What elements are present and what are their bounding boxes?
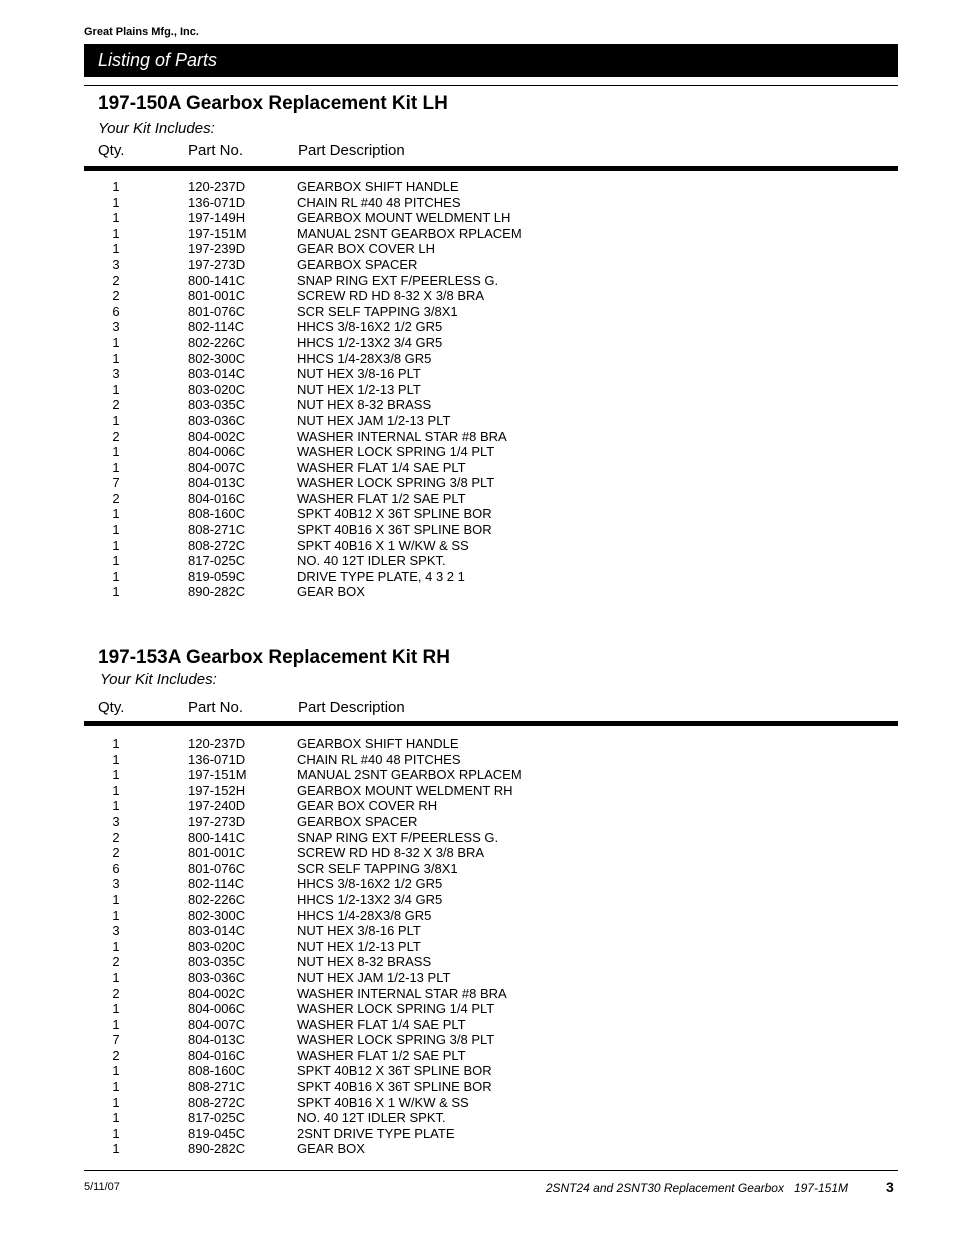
table-row: [0, 861, 954, 877]
part-number-cell: 197-239D: [188, 241, 246, 257]
qty-cell: 1: [112, 1079, 120, 1095]
part-number-cell: 803-035C: [188, 397, 246, 413]
table-row: [0, 335, 954, 351]
qty-cell: 3: [112, 319, 120, 335]
table-row: [0, 257, 954, 273]
part-number-cell: 197-151M: [188, 225, 247, 241]
table-row: [0, 195, 954, 211]
qty-cell: 1: [112, 1063, 120, 1079]
qty-cell: 1: [112, 412, 120, 428]
description-cell: SPKT 40B12 X 36T SPLINE BOR: [297, 506, 492, 522]
table-row: [0, 830, 954, 846]
column-header-qty: Qty.: [98, 699, 125, 716]
part-number-cell: 804-007C: [188, 1016, 246, 1032]
table-row: [0, 241, 954, 257]
part-number-cell: 808-271C: [188, 522, 246, 538]
description-cell: CHAIN RL #40 48 PITCHES: [297, 194, 461, 210]
table-row: [0, 970, 954, 986]
description-cell: 2SNT DRIVE TYPE PLATE: [297, 1125, 455, 1141]
part-number-cell: 890-282C: [188, 584, 246, 600]
part-number-cell: 802-300C: [188, 350, 246, 366]
part-number-cell: 804-013C: [188, 1032, 246, 1048]
part-number-cell: 800-141C: [188, 829, 246, 845]
description-cell: WASHER LOCK SPRING 1/4 PLT: [297, 444, 495, 460]
table-row: [0, 304, 954, 320]
table-row: [0, 923, 954, 939]
description-cell: SCREW RD HD 8-32 X 3/8 BRA: [297, 288, 485, 304]
description-cell: NO. 40 12T IDLER SPKT.: [297, 1110, 446, 1126]
table-row: [0, 1079, 954, 1095]
qty-cell: 1: [112, 459, 120, 475]
table-row: [0, 226, 954, 242]
description-cell: NUT HEX JAM 1/2-13 PLT: [297, 969, 451, 985]
part-number-cell: 804-002C: [188, 985, 246, 1001]
qty-cell: 1: [112, 334, 120, 350]
table-row: [0, 986, 954, 1002]
qty-cell: 1: [112, 969, 120, 985]
table-row: [0, 892, 954, 908]
table-header-rule: [84, 721, 898, 726]
qty-cell: 1: [112, 1001, 120, 1017]
description-cell: NUT HEX 3/8-16 PLT: [297, 366, 421, 382]
part-number-cell: 808-272C: [188, 1094, 246, 1110]
header-divider: [84, 85, 898, 86]
qty-cell: 2: [112, 490, 120, 506]
kit-subtitle-rh: Your Kit Includes:: [100, 671, 217, 688]
part-number-cell: 197-240D: [188, 798, 246, 814]
qty-cell: 1: [112, 584, 120, 600]
qty-cell: 6: [112, 303, 120, 319]
footer-divider: [84, 1170, 898, 1171]
page-number: 3: [886, 1179, 894, 1195]
part-number-cell: 819-059C: [188, 568, 246, 584]
description-cell: WASHER LOCK SPRING 3/8 PLT: [297, 1032, 495, 1048]
part-number-cell: 803-014C: [188, 923, 246, 939]
qty-cell: 2: [112, 985, 120, 1001]
qty-cell: 1: [112, 537, 120, 553]
part-number-cell: 801-076C: [188, 303, 246, 319]
part-number-cell: 804-006C: [188, 444, 246, 460]
part-number-cell: 808-271C: [188, 1079, 246, 1095]
qty-cell: 3: [112, 876, 120, 892]
part-number-cell: 120-237D: [188, 736, 246, 751]
description-cell: NO. 40 12T IDLER SPKT.: [297, 553, 446, 569]
description-cell: SNAP RING EXT F/PEERLESS G.: [297, 829, 499, 845]
table-row: [0, 382, 954, 398]
part-number-cell: 802-114C: [188, 319, 245, 335]
part-number-cell: 800-141C: [188, 272, 246, 288]
part-number-cell: 803-036C: [188, 969, 246, 985]
part-number-cell: 120-237D: [188, 179, 246, 194]
description-cell: GEARBOX SPACER: [297, 813, 418, 829]
qty-cell: 1: [112, 179, 120, 194]
qty-cell: 2: [112, 954, 120, 970]
part-number-cell: 803-036C: [188, 412, 246, 428]
description-cell: HHCS 1/4-28X3/8 GR5: [297, 350, 432, 366]
table-row: [0, 752, 954, 768]
description-cell: HHCS 3/8-16X2 1/2 GR5: [297, 319, 443, 335]
table-row: [0, 1141, 954, 1157]
qty-cell: 2: [112, 829, 120, 845]
table-row: [0, 1095, 954, 1111]
qty-cell: 2: [112, 428, 120, 444]
section-title: Listing of Parts: [98, 50, 218, 70]
qty-cell: 2: [112, 397, 120, 413]
table-row: [0, 1048, 954, 1064]
table-row: [0, 939, 954, 955]
kit-subtitle-lh: Your Kit Includes:: [98, 120, 215, 137]
qty-cell: 2: [112, 272, 120, 288]
description-cell: GEAR BOX COVER LH: [297, 241, 435, 257]
part-number-cell: 890-282C: [188, 1141, 246, 1157]
description-cell: GEARBOX SHIFT HANDLE: [297, 736, 459, 751]
description-cell: NUT HEX 1/2-13 PLT: [297, 381, 421, 397]
qty-cell: 1: [112, 1110, 120, 1126]
qty-cell: 1: [112, 568, 120, 584]
table-row: [0, 444, 954, 460]
table-row: [0, 584, 954, 600]
qty-cell: 1: [112, 210, 120, 226]
part-number-cell: 817-025C: [188, 553, 246, 569]
column-header-part-no: Part No.: [188, 142, 244, 159]
description-cell: NUT HEX 3/8-16 PLT: [297, 923, 421, 939]
table-row: [0, 1063, 954, 1079]
qty-cell: 7: [112, 475, 120, 491]
table-row: [0, 351, 954, 367]
description-cell: NUT HEX 8-32 BRASS: [297, 397, 432, 413]
table-row: [0, 814, 954, 830]
part-number-cell: 803-014C: [188, 366, 246, 382]
table-row: [0, 1001, 954, 1017]
column-header-part-no: Part No.: [188, 699, 244, 716]
part-number-cell: 804-013C: [188, 475, 246, 491]
qty-cell: 3: [112, 366, 120, 382]
parts-list-lh: [0, 179, 954, 600]
description-cell: SPKT 40B16 X 36T SPLINE BOR: [297, 522, 492, 538]
part-number-cell: 803-020C: [188, 938, 246, 954]
table-row: [0, 954, 954, 970]
table-row: [0, 397, 954, 413]
description-cell: GEARBOX MOUNT WELDMENT LH: [297, 210, 511, 226]
part-number-cell: 804-007C: [188, 459, 246, 475]
table-row: [0, 429, 954, 445]
qty-cell: 6: [112, 860, 120, 876]
description-cell: NUT HEX JAM 1/2-13 PLT: [297, 412, 451, 428]
description-cell: WASHER LOCK SPRING 3/8 PLT: [297, 475, 495, 491]
part-number-cell: 801-001C: [188, 845, 246, 861]
description-cell: HHCS 1/4-28X3/8 GR5: [297, 907, 432, 923]
table-row: [0, 506, 954, 522]
description-cell: SNAP RING EXT F/PEERLESS G.: [297, 272, 499, 288]
company-name: Great Plains Mfg., Inc.: [84, 26, 199, 38]
qty-cell: 1: [112, 736, 120, 751]
table-row: [0, 767, 954, 783]
description-cell: SPKT 40B16 X 36T SPLINE BOR: [297, 1079, 492, 1095]
part-number-cell: 808-272C: [188, 537, 246, 553]
description-cell: WASHER FLAT 1/2 SAE PLT: [297, 490, 466, 506]
qty-cell: 1: [112, 194, 120, 210]
qty-cell: 1: [112, 506, 120, 522]
table-row: [0, 845, 954, 861]
qty-cell: 1: [112, 350, 120, 366]
qty-cell: 1: [112, 381, 120, 397]
qty-cell: 1: [112, 798, 120, 814]
description-cell: SCREW RD HD 8-32 X 3/8 BRA: [297, 845, 485, 861]
qty-cell: 1: [112, 782, 120, 798]
table-row: [0, 1032, 954, 1048]
table-row: [0, 538, 954, 554]
part-number-cell: 197-151M: [188, 767, 247, 783]
table-row: [0, 288, 954, 304]
description-cell: NUT HEX 8-32 BRASS: [297, 954, 432, 970]
description-cell: SPKT 40B12 X 36T SPLINE BOR: [297, 1063, 492, 1079]
qty-cell: 2: [112, 288, 120, 304]
table-header-rule: [84, 166, 898, 171]
table-row: [0, 798, 954, 814]
qty-cell: 7: [112, 1032, 120, 1048]
part-number-cell: 817-025C: [188, 1110, 246, 1126]
part-number-cell: 804-006C: [188, 1001, 246, 1017]
description-cell: WASHER INTERNAL STAR #8 BRA: [297, 428, 507, 444]
description-cell: GEARBOX MOUNT WELDMENT RH: [297, 782, 513, 798]
table-row: [0, 1017, 954, 1033]
description-cell: SCR SELF TAPPING 3/8X1: [297, 860, 458, 876]
table-row: [0, 736, 954, 752]
description-cell: WASHER FLAT 1/2 SAE PLT: [297, 1047, 466, 1063]
description-cell: GEARBOX SHIFT HANDLE: [297, 179, 459, 194]
part-number-cell: 808-160C: [188, 506, 246, 522]
table-row: [0, 460, 954, 476]
table-row: [0, 522, 954, 538]
table-row: [0, 179, 954, 195]
part-number-cell: 136-071D: [188, 751, 246, 767]
column-header-description: Part Description: [298, 142, 405, 159]
footer-document-title: 2SNT24 and 2SNT30 Replacement Gearbox 197-151M: [545, 1181, 848, 1195]
qty-cell: 1: [112, 444, 120, 460]
column-header-description: Part Description: [298, 699, 405, 716]
part-number-cell: 804-016C: [188, 490, 246, 506]
part-number-cell: 197-152H: [188, 782, 246, 798]
section-banner: [84, 44, 898, 77]
description-cell: SPKT 40B16 X 1 W/KW & SS: [297, 1094, 469, 1110]
description-cell: GEAR BOX: [297, 1141, 365, 1157]
table-row: [0, 1126, 954, 1142]
description-cell: WASHER FLAT 1/4 SAE PLT: [297, 1016, 466, 1032]
description-cell: WASHER FLAT 1/4 SAE PLT: [297, 459, 466, 475]
part-number-cell: 803-020C: [188, 381, 246, 397]
description-cell: NUT HEX 1/2-13 PLT: [297, 938, 421, 954]
table-row: [0, 475, 954, 491]
description-cell: CHAIN RL #40 48 PITCHES: [297, 751, 461, 767]
qty-cell: 1: [112, 938, 120, 954]
qty-cell: 1: [112, 225, 120, 241]
description-cell: HHCS 1/2-13X2 3/4 GR5: [297, 891, 443, 907]
qty-cell: 2: [112, 845, 120, 861]
description-cell: WASHER LOCK SPRING 1/4 PLT: [297, 1001, 495, 1017]
qty-cell: 3: [112, 923, 120, 939]
qty-cell: 1: [112, 751, 120, 767]
column-header-qty: Qty.: [98, 142, 125, 159]
qty-cell: 2: [112, 1047, 120, 1063]
table-row: [0, 413, 954, 429]
table-row: [0, 783, 954, 799]
qty-cell: 1: [112, 553, 120, 569]
qty-cell: 1: [112, 241, 120, 257]
table-row: [0, 491, 954, 507]
description-cell: MANUAL 2SNT GEARBOX RPLACEM: [297, 225, 522, 241]
part-number-cell: 801-001C: [188, 288, 246, 304]
part-number-cell: 808-160C: [188, 1063, 246, 1079]
part-number-cell: 197-149H: [188, 210, 246, 226]
description-cell: SPKT 40B16 X 1 W/KW & SS: [297, 537, 469, 553]
qty-cell: 1: [112, 522, 120, 538]
part-number-cell: 802-114C: [188, 876, 245, 892]
footer-date: 5/11/07: [84, 1181, 120, 1193]
part-number-cell: 197-273D: [188, 813, 246, 829]
part-number-cell: 802-226C: [188, 891, 246, 907]
qty-cell: 1: [112, 891, 120, 907]
table-row: [0, 876, 954, 892]
part-number-cell: 801-076C: [188, 860, 246, 876]
part-number-cell: 136-071D: [188, 194, 246, 210]
qty-cell: 1: [112, 1125, 120, 1141]
description-cell: HHCS 3/8-16X2 1/2 GR5: [297, 876, 443, 892]
table-row: [0, 569, 954, 585]
qty-cell: 1: [112, 907, 120, 923]
table-row: [0, 1110, 954, 1126]
part-number-cell: 802-300C: [188, 907, 246, 923]
qty-cell: 1: [112, 1016, 120, 1032]
qty-cell: 1: [112, 767, 120, 783]
table-row: [0, 210, 954, 226]
qty-cell: 1: [112, 1141, 120, 1157]
part-number-cell: 804-002C: [188, 428, 246, 444]
parts-list-rh: [0, 736, 954, 1157]
part-number-cell: 819-045C: [188, 1125, 246, 1141]
table-row: [0, 319, 954, 335]
part-number-cell: 803-035C: [188, 954, 246, 970]
description-cell: HHCS 1/2-13X2 3/4 GR5: [297, 334, 443, 350]
description-cell: GEARBOX SPACER: [297, 256, 418, 272]
description-cell: DRIVE TYPE PLATE, 4 3 2 1: [297, 568, 465, 584]
part-number-cell: 802-226C: [188, 334, 246, 350]
description-cell: GEAR BOX COVER RH: [297, 798, 438, 814]
description-cell: SCR SELF TAPPING 3/8X1: [297, 303, 458, 319]
description-cell: MANUAL 2SNT GEARBOX RPLACEM: [297, 767, 522, 783]
kit-title-lh: 197-150A Gearbox Replacement Kit LH: [98, 93, 448, 114]
description-cell: GEAR BOX: [297, 584, 365, 600]
qty-cell: 3: [112, 813, 120, 829]
table-row: [0, 908, 954, 924]
table-row: [0, 273, 954, 289]
qty-cell: 1: [112, 1094, 120, 1110]
kit-title-rh: 197-153A Gearbox Replacement Kit RH: [98, 647, 450, 668]
qty-cell: 3: [112, 256, 120, 272]
part-number-cell: 197-273D: [188, 256, 246, 272]
table-row: [0, 366, 954, 382]
table-row: [0, 553, 954, 569]
part-number-cell: 804-016C: [188, 1047, 246, 1063]
description-cell: WASHER INTERNAL STAR #8 BRA: [297, 985, 507, 1001]
